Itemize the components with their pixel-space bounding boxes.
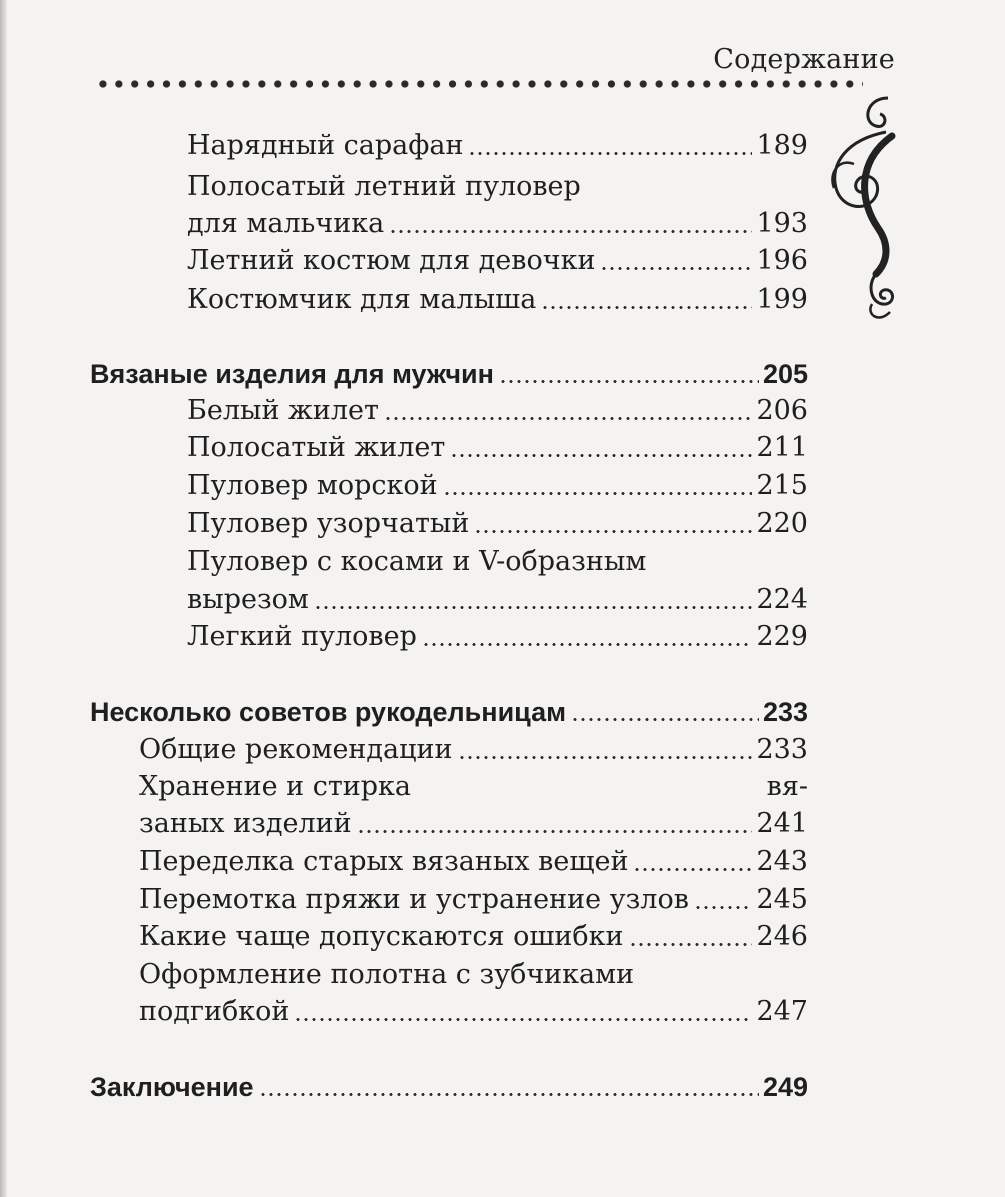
dot-leader — [541, 306, 752, 309]
toc-entry-title-line1: Хранение и стирка — [139, 771, 412, 802]
toc-entry-page: 206 — [756, 395, 808, 426]
toc-entry-title: Нарядный сарафан — [187, 130, 464, 161]
toc-entry-page: 196 — [756, 245, 808, 276]
toc-section[interactable] — [90, 1069, 808, 1105]
toc-entry-page: 241 — [756, 808, 808, 839]
toc-section-page: 205 — [762, 359, 808, 389]
toc-entry[interactable] — [187, 393, 808, 429]
dotted-rule — [95, 76, 863, 92]
dot-leader — [629, 943, 753, 946]
toc-entry-title: для мальчика — [187, 208, 385, 239]
toc-entry[interactable] — [187, 243, 808, 279]
toc-entry-title: Легкий пуловер — [187, 621, 417, 652]
toc-entry-title: заных изделий — [139, 808, 352, 839]
toc-entry-page: 189 — [756, 130, 808, 161]
toc-entry-title: Перемотка пряжи и устранение узлов — [139, 884, 689, 915]
running-title: Содержание — [713, 44, 895, 75]
flourish-ornament-icon — [826, 92, 900, 324]
dot-leader — [633, 868, 752, 871]
toc-entry-page: 245 — [756, 884, 808, 915]
toc-section-page: 233 — [762, 697, 808, 727]
dot-leader — [384, 417, 753, 420]
toc-entry-title: Пуловер морской — [187, 470, 438, 501]
dot-leader — [600, 267, 752, 270]
toc-section-page: 249 — [762, 1072, 808, 1102]
toc-entry-title: вырезом — [187, 584, 309, 615]
toc-entry-page: 243 — [756, 846, 808, 877]
toc-entry-title-line1: Полосатый летний пуловер — [187, 171, 581, 202]
toc-entry-title: Общие рекомендации — [139, 734, 453, 765]
dot-leader — [389, 230, 752, 233]
toc-entry-title: подгибкой — [139, 996, 290, 1027]
toc-entry[interactable] — [139, 919, 808, 955]
toc-section-title: Несколько советов рукодельницам — [90, 697, 567, 727]
dot-leader — [443, 492, 753, 495]
toc-entry-title: Костюмчик для малыша — [187, 284, 537, 315]
toc-entry[interactable] — [187, 128, 808, 164]
toc-entry-page: 229 — [756, 621, 808, 652]
toc-entry[interactable] — [187, 206, 808, 242]
dot-leader — [314, 606, 753, 609]
dot-leader — [458, 756, 753, 759]
toc-entry-page: 199 — [756, 284, 808, 315]
dot-leader — [259, 1093, 759, 1096]
toc-section[interactable] — [90, 356, 808, 392]
dot-leader — [474, 530, 752, 533]
page-spine-shadow — [0, 0, 7, 1197]
toc-entry-title: Белый жилет — [187, 395, 379, 426]
toc-entry-title-line1: Пуловер с косами и V-образным — [187, 546, 647, 577]
toc-entry-title: Летний костюм для девочки — [187, 245, 596, 276]
toc-entry-title: Какие чаще допускаются ошибки — [139, 921, 624, 952]
toc-entry[interactable] — [187, 582, 808, 618]
toc-entry-title: Переделка старых вязаных вещей — [139, 846, 629, 877]
toc-entry-page: 246 — [756, 921, 808, 952]
dot-leader — [694, 906, 753, 909]
toc-entry[interactable] — [139, 994, 808, 1030]
toc-entry[interactable] — [139, 732, 808, 768]
toc-entry-page: 233 — [756, 734, 808, 765]
toc-entry-page: 211 — [756, 432, 808, 463]
dot-leader — [499, 380, 759, 383]
toc-section[interactable] — [90, 694, 808, 730]
toc-section-title: Вязаные изделия для мужчин — [90, 359, 494, 389]
toc-entry[interactable] — [139, 806, 808, 842]
toc-entry[interactable] — [139, 844, 808, 880]
toc-entry[interactable] — [187, 619, 808, 655]
toc-entry-page: 193 — [756, 208, 808, 239]
toc-entry[interactable] — [187, 506, 808, 542]
hyphenated-fragment: вя- — [766, 771, 808, 802]
toc-entry[interactable] — [187, 430, 808, 466]
toc-entry-page: 247 — [756, 996, 808, 1027]
toc-entry[interactable] — [187, 282, 808, 318]
toc-entry-title: Полосатый жилет — [187, 432, 446, 463]
toc-entry-title: Пуловер узорчатый — [187, 508, 470, 539]
toc-entry-page: 220 — [756, 508, 808, 539]
dot-leader — [450, 454, 752, 457]
dot-leader — [571, 718, 759, 721]
dot-leader — [357, 830, 753, 833]
dot-leader — [422, 643, 753, 646]
toc-section-title: Заключение — [90, 1072, 254, 1102]
toc-entry-page: 224 — [756, 584, 808, 615]
dot-leader — [468, 152, 752, 155]
toc-entry-page: 215 — [756, 470, 808, 501]
toc-entry-title-line1: Оформление полотна с зубчиками — [139, 959, 635, 990]
dot-leader — [294, 1018, 752, 1021]
toc-entry[interactable] — [187, 468, 808, 504]
toc-entry[interactable] — [139, 882, 808, 918]
